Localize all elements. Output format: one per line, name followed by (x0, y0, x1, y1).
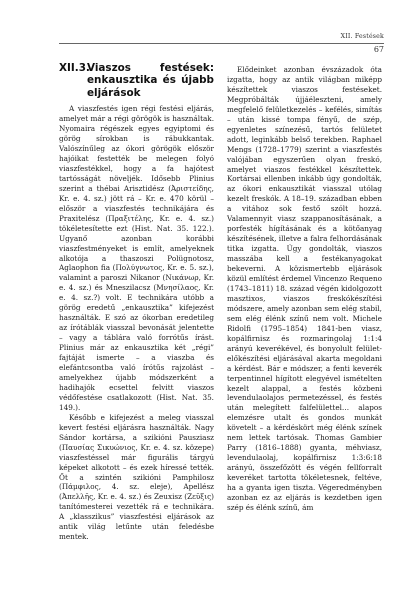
running-head (0, 0, 419, 52)
running-head-label: XII. Festések (340, 33, 384, 40)
left-paragraph-2: Később e kifejezést a meleg viasszal kevert festési eljárásra használták. Nagy Sándor kortársa, a szikióni Pausziasz (Παυσίας Σικυώνιος, Kr. e. 4. sz. közepe) viaszfestéssel már figurális tárgyú képeket alkotott – és ezek híressé tették. Őt a szintén szikióni Pamphilosz (Πάμφιλος, 4. sz. eleje), Apellész (Ἀπελλῆς, Kr. e. 4. sz.) és Zeuxisz (Ζεῦξις) tanítómesterei vezették rá e technikára. A „klasszikus” viaszfestési eljárások az antik világ letűnte után feledésbe mentek. (59, 412, 214, 542)
section-number: XII.3. (59, 62, 90, 74)
right-paragraph-1: Elődeinket azonban évszázadok óta izgatta, hogy az antik világban miképp készítettek viaszos festéseket. Megpróbálták újjáéleszteni, amely megfelelő felületkezelés – kefélés, simítás – után kissé tompa fényű, de szép, egyenletes színezésű, tartós felületet adott, leginkább belső terekben. Raphael Mengs (1728–1779) szerint a viaszfestés valójában egyszerűen olyan freskó, amelyet viaszos festékkel készítettek. Kortársai ellenben inkább úgy gondolták, az ókori enkausztikát viasszal utólag kezelt freskók. A 18–19. században ebben a vitához sok festő szólt hozzá. Valamennyit viasz szappanosításának, a porfesték hígításának és a kötőanyag készítésének, illetve a falra felhordásának titka izgatta. Úgy gondolták, viaszos masszába kell a festékanyagokat bekeverni. A közismertebb eljárások közül említést érdemel Vincenzo Requeno (1743–1811) 18. század végén kidolgozott masztixos, viaszos freskókészítési módszere, amely azonban sem elég stabil, sem elég élénk színű nem volt. Michele Ridolfi (1795–1854) 1841-ben viasz, kopálfirnisz és rozmaringolaj 1:1:4 arányú keverékével, és bonyolult felület-előkészítési eljárásával akarta megoldani a kérdést. Bár e módszer, a fenti keverék terpentinnel hígított elegyével ismételten kezelt alappal, a festés közbeni levendulaolajos permetezéssel, és festés után melegített falfelülettel… alapos elemzésre utalt és gondos munkát követelt – a kérdéskört még élénk színek nem lettek tartósak. Thomas Gambier Parry (1816–1888) gyanta, méhviasz, levendulaolaj, kopálfirnisz 1:3:6:18 arányú, összefőzött és végén fellforralt keveréket tartotta tökéletesnek, feltéve, ha a gyanta igen tiszta. Végeredményben azonban ez az eljárás is kezdetben igen szép és élénk színű, ám (227, 65, 382, 512)
section-heading (59, 62, 214, 99)
section-title: Viaszos festések: enkausztika és újabb eljárások (87, 62, 214, 99)
header-rule (59, 43, 384, 44)
left-paragraph-1: A viaszfestés igen régi festési eljárás, amelyet már a régi görögök is használtak. Nyomaira régészek egyes egyiptomi és görög sírokban is rábukkantak. Valószínűleg az ókori görögök először hajóikat festették be melegen folyó viaszfestékkel, hogy a fa hajótest tartósságát növeljék. Idősebb Plinius szerint a thébai Arisztidész (Ἀριστείδης, Kr. e. 4. sz.) jött rá – Kr. e. 470 körül – először a viaszfestés technikájára és Praxitelész (Πραξιτέλης, Kr. e. 4. sz.) tökéletesítette ezt (Hist. Nat. 35. 122.). Ugyanő azonban korábbi viaszfestményeket is említ, amelyeknek alkotója a thaszoszi Polügnotosz, Aglaophon fia (Πολύγνωτος, Kr. e. 5. sz.), valamint a paroszi Nikanor (Νικάνωρ, Kr. e. 4. sz.) és Mneszilacsz (Μνησίλαος, Kr. e. 4. sz.?) volt. E technikára utóbb a görög eredetű „enkausztika” kifejezést használták. E szó az ókorban eredetileg az írótáblák viasszal bevonását jelentette – vagy a táblára való forrótűs írást. Plinius már az enkausztika két „régi” fajtáját ismerte – a viaszba és elefántcsontba való írótűs rajzolást – amelyekhez újabb módszerként a hadihajók ecsettel felvitt viaszos védőfestése csatlakozott (Hist. Nat. 35. 149.). (59, 104, 214, 412)
left-column (59, 62, 214, 542)
page-number: 67 (373, 45, 384, 54)
right-column (227, 65, 382, 513)
